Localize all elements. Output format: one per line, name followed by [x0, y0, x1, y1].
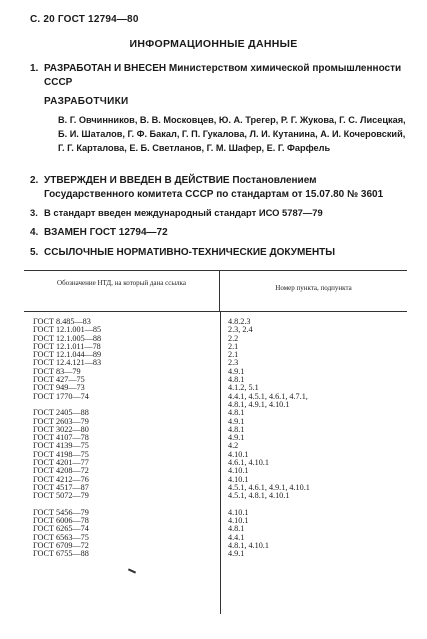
- table-cell-document: ГОСТ 1770—74: [33, 391, 89, 401]
- developers-list: В. Г. Овчинников, В. В. Московцев, Ю. А. Трегер, Р. Г. Жукова, Г. С. Лисецкая, Б. И. Шаталов, Г. Ф. Бакал, Г. П. Гукалова, Л. И. Кутанина, А. И. Кочеровский, Г. Г. Карталова, Е. Б. Светланов, Г. М. Шафер, Е. Г. Фарфель: [58, 115, 406, 153]
- section-5: [30, 246, 408, 260]
- table-cell-points: 4.10.1: [228, 507, 249, 517]
- table-cell-points: 4.9.1: [228, 366, 245, 376]
- stray-mark: [128, 568, 136, 573]
- section-number: 1.: [30, 63, 39, 74]
- section-1: [30, 62, 408, 90]
- table-cell-points: [220, 501, 407, 509]
- reference-table: [24, 270, 407, 559]
- table-cell-points: 4.8.1, 4.9.1, 4.10.1: [228, 399, 290, 409]
- section-text: [44, 174, 408, 202]
- table-cell-document: ГОСТ 6563—75: [33, 532, 89, 542]
- table-cell-points: 4.2: [228, 441, 239, 451]
- document-column: [24, 318, 220, 559]
- table-cell-points: 4.5.1, 4.8.1, 4.10.1: [228, 491, 290, 501]
- section-number: 3.: [30, 207, 38, 218]
- page-title: ИНФОРМАЦИОННЫЕ ДАННЫЕ: [129, 38, 298, 50]
- section-body: Постановлением Государственного комитета СССР по стандартам от 15.07.80 № 3601: [44, 175, 384, 200]
- table-cell-points: 4.10.1: [228, 474, 249, 484]
- table-cell-document: ГОСТ 12.1.011—78: [33, 341, 101, 351]
- table-cell-document: ГОСТ 4212—76: [33, 474, 89, 484]
- table-cell-points: 2.1: [228, 350, 239, 360]
- section-3: [30, 206, 408, 220]
- table-cell-points: 2.3, 2.4: [228, 325, 253, 335]
- section-4: [30, 226, 408, 240]
- column-header-document: Обозначение НТД, на который дана ссылка: [24, 271, 220, 311]
- table-cell-document: ГОСТ 12.1.044—89: [33, 350, 102, 360]
- table-cell-points: 4.8.1: [228, 524, 245, 534]
- table-cell-document: ГОСТ 5456—79: [33, 507, 89, 517]
- table-cell-points: 4.9.1: [228, 549, 245, 559]
- table-cell-document: ГОСТ 949—73: [33, 383, 85, 393]
- table-cell-points: 4.10.1: [228, 516, 249, 526]
- table-cell-points: 4.8.2.3: [228, 317, 251, 326]
- section-2: [30, 174, 408, 202]
- section-text: [44, 62, 408, 90]
- table-cell-document: ГОСТ 3022—80: [33, 424, 89, 434]
- table-cell-points: 4.8.1: [228, 424, 245, 434]
- column-header-points: Номер пункта, подпункта: [275, 284, 352, 292]
- table-cell-document: ГОСТ 4198—75: [33, 449, 89, 459]
- table-cell-document: ГОСТ 6755—88: [33, 549, 89, 559]
- developers-heading: РАЗРАБОТЧИКИ: [44, 96, 129, 107]
- section-text: В стандарт введен международный стандарт ИСО 5787—79: [44, 207, 323, 218]
- table-cell-points: 4.8.1: [228, 408, 245, 418]
- table-cell-document: ГОСТ 2405—88: [33, 408, 89, 418]
- table-cell-document: ГОСТ 12.1.001—85: [33, 325, 102, 335]
- table-cell-points: 4.10.1: [228, 449, 249, 459]
- section-number: 2.: [30, 175, 39, 186]
- table-cell-document: ГОСТ 4107—78: [33, 433, 89, 443]
- page-header: С. 20 ГОСТ 12794—80: [30, 14, 139, 25]
- table-cell-document: ГОСТ 83—79: [33, 366, 81, 376]
- table-cell-points: 2.1: [228, 341, 239, 351]
- table-cell-document: ГОСТ 4517—87: [33, 482, 89, 492]
- section-number: 5.: [30, 247, 39, 258]
- table-cell-document: ГОСТ 4201—77: [33, 458, 89, 468]
- table-cell-points: 4.6.1, 4.10.1: [228, 458, 269, 468]
- table-cell-document: ГОСТ 4208—72: [33, 466, 89, 476]
- table-cell-points: 4.8.1, 4.10.1: [228, 541, 269, 551]
- table-cell-document: ГОСТ 8.485—83: [33, 317, 91, 326]
- section-body: Министерством химической промышленности СССР: [44, 63, 402, 88]
- table-cell-document: ГОСТ 4139—75: [33, 441, 89, 451]
- table-cell-document: ГОСТ 6265—74: [33, 524, 89, 534]
- table-cell-document: ГОСТ 5072—79: [33, 491, 89, 501]
- table-cell-points: 2.2: [228, 333, 239, 343]
- table-cell-document: ГОСТ 2603—79: [33, 416, 89, 426]
- table-cell-points: 4.9.1: [228, 416, 245, 426]
- table-cell-document: ГОСТ 12.4.121—83: [33, 358, 102, 368]
- section-number: 4.: [30, 227, 39, 238]
- table-cell-document: ГОСТ 12.1.005—88: [33, 333, 102, 343]
- table-body: [24, 312, 407, 559]
- table-cell-points: 4.5.1, 4.6.1, 4.9.1, 4.10.1: [228, 482, 310, 492]
- table-cell-points: 4.4.1, 4.5.1, 4.6.1, 4.7.1,: [228, 391, 308, 401]
- table-cell-points: 4.9.1: [228, 433, 245, 443]
- table-cell-points: 4.4.1: [228, 532, 245, 542]
- table-cell-document: ГОСТ 6006—78: [33, 516, 89, 526]
- table-cell-points: 4.1.2, 5.1: [228, 383, 259, 393]
- table-cell-points: 4.8.1: [228, 375, 245, 385]
- section-lead: РАЗРАБОТАН И ВНЕСЕН: [44, 63, 167, 74]
- points-column: [220, 318, 407, 559]
- section-text: ВЗАМЕН ГОСТ 12794—72: [44, 227, 168, 238]
- table-cell-document: ГОСТ 6709—72: [33, 541, 89, 551]
- table-header: [24, 271, 407, 312]
- table-cell-document: ГОСТ 427—75: [33, 375, 85, 385]
- section-lead: УТВЕРЖДЕН И ВВЕДЕН В ДЕЙСТВИЕ: [44, 175, 230, 186]
- table-cell-points: 2.3: [228, 358, 239, 368]
- section-text: ССЫЛОЧНЫЕ НОРМАТИВНО-ТЕХНИЧЕСКИЕ ДОКУМЕНТЫ: [44, 247, 336, 258]
- table-cell-points: 4.10.1: [228, 466, 249, 476]
